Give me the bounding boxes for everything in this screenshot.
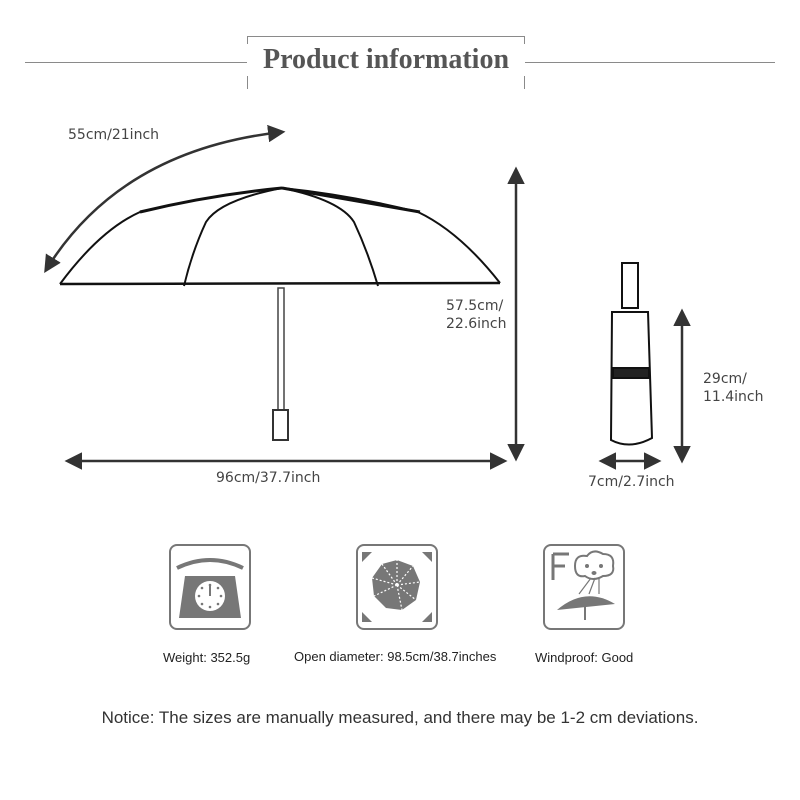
open-height-label-2: 22.6inch xyxy=(446,316,507,332)
arc-length-label: 55cm/21inch xyxy=(68,127,160,143)
folded-umbrella-drawing xyxy=(611,263,652,445)
folded-width-label: 7cm/2.7inch xyxy=(588,474,675,490)
windproof-icon xyxy=(543,544,625,630)
folded-length-label-2: 11.4inch xyxy=(703,389,764,405)
open-umbrella-icon xyxy=(356,544,438,630)
page-title: Product information xyxy=(247,44,525,76)
open-height-label-1: 57.5cm/ xyxy=(446,298,504,314)
folded-length-label-1: 29cm/ xyxy=(703,371,747,387)
rib-length-arrow xyxy=(46,132,282,270)
weight-caption: Weight: 352.5g xyxy=(163,650,251,665)
scale-icon xyxy=(169,544,251,630)
windproof-caption: Windproof: Good xyxy=(535,650,634,665)
open-width-label: 96cm/37.7inch xyxy=(216,470,321,486)
size-notice: Notice: The sizes are manually measured, and there may be 1-2 cm deviations. xyxy=(101,708,699,727)
open-umbrella-drawing xyxy=(60,188,500,440)
open-diameter-caption: Open diameter: 98.5cm/38.7inches xyxy=(294,649,497,664)
